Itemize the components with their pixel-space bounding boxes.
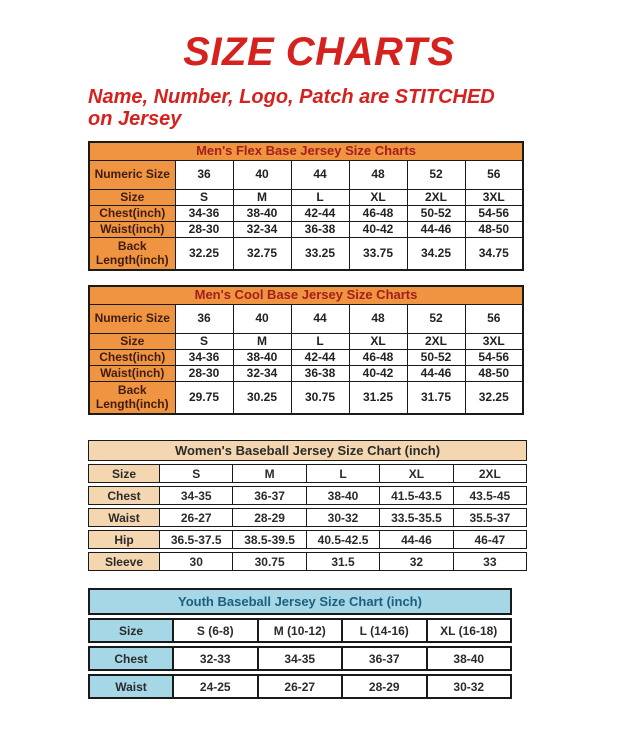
row-label: Waist(inch)	[89, 222, 175, 238]
row-label: Chest(inch)	[89, 350, 175, 366]
size-cell: XL	[349, 334, 407, 350]
size-cell: 36-37	[343, 646, 428, 671]
table-row	[88, 508, 527, 527]
size-cell: 33.75	[349, 238, 407, 271]
size-cell: S	[175, 190, 233, 206]
size-cell: 32-34	[233, 366, 291, 382]
size-cell: 32.25	[465, 382, 523, 415]
table-row	[89, 350, 523, 366]
size-cell: 56	[465, 161, 523, 190]
size-cell: 48	[349, 305, 407, 334]
size-cell: 46-48	[349, 206, 407, 222]
size-cell: 44-46	[407, 222, 465, 238]
size-cell: 24-25	[174, 674, 259, 699]
size-cell: 44	[291, 161, 349, 190]
row-label: Chest	[88, 486, 160, 505]
page-subtitle	[88, 86, 558, 130]
size-cell: L	[291, 334, 349, 350]
size-cell: 44	[291, 305, 349, 334]
size-cell: 26-27	[259, 674, 344, 699]
size-cell: S (6-8)	[174, 618, 259, 643]
size-cell: 33	[454, 552, 527, 571]
size-cell: 38-40	[233, 206, 291, 222]
size-cell: 2XL	[407, 334, 465, 350]
table-title: Men's Flex Base Jersey Size Charts	[89, 142, 523, 161]
size-cell: 50-52	[407, 206, 465, 222]
size-cell: 48	[349, 161, 407, 190]
size-cell: 31.75	[407, 382, 465, 415]
size-cell: 38-40	[233, 350, 291, 366]
size-cell: 36	[175, 161, 233, 190]
table-row	[88, 530, 527, 549]
size-cell: 2XL	[454, 464, 527, 483]
size-cell: 34-36	[175, 206, 233, 222]
size-cell: XL	[380, 464, 453, 483]
size-cell: 38-40	[307, 486, 380, 505]
table-title: Men's Cool Base Jersey Size Charts	[89, 286, 523, 305]
size-cell: 34-35	[160, 486, 233, 505]
page-title: SIZE CHARTS	[183, 30, 455, 74]
row-label: Size	[88, 618, 174, 643]
size-cell: S	[160, 464, 233, 483]
row-label: Hip	[88, 530, 160, 549]
row-label: Chest(inch)	[89, 206, 175, 222]
size-cell: 30.75	[291, 382, 349, 415]
row-label: Waist	[88, 674, 174, 699]
size-cell: 36-37	[233, 486, 306, 505]
size-cell: 34.75	[465, 238, 523, 271]
size-cell: 35.5-37	[454, 508, 527, 527]
size-cell: M	[233, 464, 306, 483]
size-cell: 32.25	[175, 238, 233, 271]
table-title: Women's Baseball Jersey Size Chart (inch)	[88, 440, 527, 461]
womens-baseball-table	[88, 440, 527, 571]
table-row	[89, 382, 523, 415]
size-cell: 40-42	[349, 366, 407, 382]
size-cell: 28-30	[175, 222, 233, 238]
table-row	[89, 366, 523, 382]
size-cell: 32-34	[233, 222, 291, 238]
size-cell: 28-29	[233, 508, 306, 527]
size-cell: 43.5-45	[454, 486, 527, 505]
size-cell: 48-50	[465, 222, 523, 238]
size-cell: L (14-16)	[343, 618, 428, 643]
table-row	[88, 674, 512, 699]
size-cell: 31.25	[349, 382, 407, 415]
row-label: Back Length(inch)	[89, 382, 175, 415]
size-cell: 30-32	[428, 674, 513, 699]
row-label: Chest	[88, 646, 174, 671]
size-cell: 32	[380, 552, 453, 571]
size-cell: 41.5-43.5	[380, 486, 453, 505]
size-cell: 34-35	[259, 646, 344, 671]
table-row	[88, 552, 527, 571]
table-row	[88, 618, 512, 643]
size-cell: 54-56	[465, 206, 523, 222]
size-cell: 40	[233, 161, 291, 190]
size-cell: 52	[407, 161, 465, 190]
size-cell: 2XL	[407, 190, 465, 206]
table-row	[88, 646, 512, 671]
size-cell: 31.5	[307, 552, 380, 571]
size-cell: 30.25	[233, 382, 291, 415]
row-label: Size	[89, 190, 175, 206]
size-cell: 29.75	[175, 382, 233, 415]
size-cell: S	[175, 334, 233, 350]
size-cell: 44-46	[380, 530, 453, 549]
size-cell: 30	[160, 552, 233, 571]
table-row	[88, 464, 527, 483]
table-row	[89, 206, 523, 222]
size-cell: 46-47	[454, 530, 527, 549]
row-label: Back Length(inch)	[89, 238, 175, 271]
size-cell: 3XL	[465, 334, 523, 350]
size-cell: 56	[465, 305, 523, 334]
size-cell: 38.5-39.5	[233, 530, 306, 549]
size-cell: 44-46	[407, 366, 465, 382]
size-cell: XL (16-18)	[428, 618, 513, 643]
subtitle-line-1: Name, Number, Logo, Patch are STITCHED	[88, 86, 495, 108]
size-cell: 28-30	[175, 366, 233, 382]
size-cell: 33.5-35.5	[380, 508, 453, 527]
row-label: Waist	[88, 508, 160, 527]
size-cell: 34-36	[175, 350, 233, 366]
row-label: Size	[88, 464, 160, 483]
size-cell: XL	[349, 190, 407, 206]
size-cell: 28-29	[343, 674, 428, 699]
size-cell: 40.5-42.5	[307, 530, 380, 549]
size-cell: 38-40	[428, 646, 513, 671]
size-cell: 30.75	[233, 552, 306, 571]
table-row	[89, 238, 523, 271]
size-cell: 26-27	[160, 508, 233, 527]
row-label: Numeric Size	[89, 161, 175, 190]
size-cell: 3XL	[465, 190, 523, 206]
size-cell: 40	[233, 305, 291, 334]
subtitle-line-2: on Jersey	[88, 108, 182, 130]
size-cell: 34.25	[407, 238, 465, 271]
size-cell: M	[233, 334, 291, 350]
size-cell: 40-42	[349, 222, 407, 238]
table-row	[89, 222, 523, 238]
size-cell: 50-52	[407, 350, 465, 366]
mens-cool-base-table	[88, 285, 524, 415]
mens-flex-base-table	[88, 141, 524, 271]
row-label: Waist(inch)	[89, 366, 175, 382]
size-cell: 36-38	[291, 222, 349, 238]
table-row	[88, 486, 527, 505]
size-cell: 54-56	[465, 350, 523, 366]
table-row	[89, 305, 523, 334]
table-row	[89, 190, 523, 206]
size-cell: 52	[407, 305, 465, 334]
size-cell: 36-38	[291, 366, 349, 382]
size-cell: 30-32	[307, 508, 380, 527]
row-label: Size	[89, 334, 175, 350]
size-cell: 32-33	[174, 646, 259, 671]
size-cell: 42-44	[291, 206, 349, 222]
row-label: Numeric Size	[89, 305, 175, 334]
size-cell: 33.25	[291, 238, 349, 271]
size-cell: 46-48	[349, 350, 407, 366]
table-row	[89, 161, 523, 190]
size-cell: M	[233, 190, 291, 206]
size-cell: 36	[175, 305, 233, 334]
size-cell: M (10-12)	[259, 618, 344, 643]
table-row	[89, 334, 523, 350]
size-cell: 32.75	[233, 238, 291, 271]
size-cell: 42-44	[291, 350, 349, 366]
row-label: Sleeve	[88, 552, 160, 571]
size-cell: 48-50	[465, 366, 523, 382]
size-cell: 36.5-37.5	[160, 530, 233, 549]
table-title: Youth Baseball Jersey Size Chart (inch)	[88, 588, 512, 615]
size-cell: L	[307, 464, 380, 483]
size-cell: L	[291, 190, 349, 206]
youth-baseball-table	[88, 588, 512, 699]
